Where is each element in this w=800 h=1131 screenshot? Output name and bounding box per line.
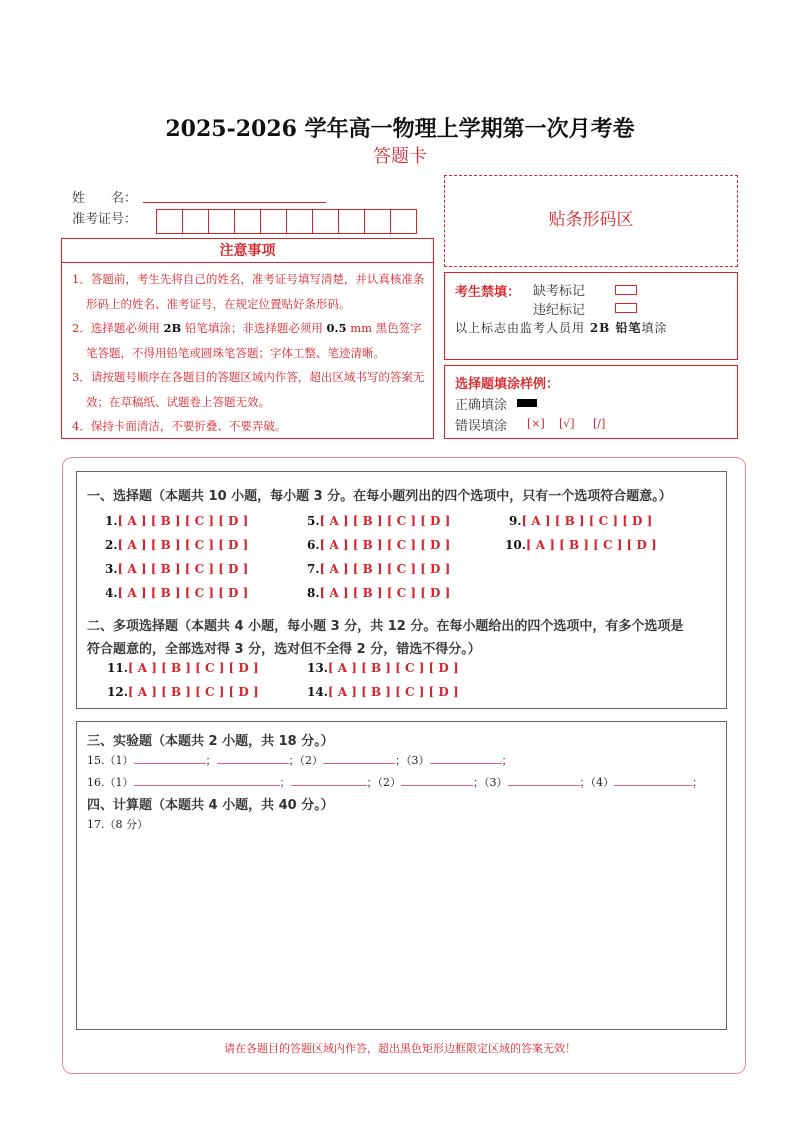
absent-label: 缺考标记 [533,284,586,299]
choice-question[interactable] [505,538,657,552]
answer-options[interactable]: [ A ] [ B ] [ C ] [ D ] [117,538,249,552]
page-subtitle: 答题卡 [373,146,427,167]
q16-3-blank[interactable] [508,775,580,786]
q15-3-blank[interactable] [430,753,502,764]
id-digit-box[interactable] [390,209,417,234]
question-number: 9. [509,514,522,528]
answer-options[interactable]: [ A ] [ B ] [ C ] [ D ] [319,514,451,528]
answer-options[interactable]: [ A ] [ B ] [ C ] [ D ] [319,538,451,552]
answer-options[interactable]: [ A ] [ B ] [ C ] [ D ] [127,685,259,699]
answer-options[interactable]: [ A ] [ B ] [ C ] [ D ] [327,661,459,675]
choice-question[interactable] [307,562,450,576]
q16-1a-blank[interactable] [134,775,280,786]
id-digit-box[interactable] [208,209,235,234]
section3-heading: 三、实验题（本题共 2 小题，共 18 分。） [87,734,334,749]
proctor-note: 以上标志由监考人员用 2B 铅笔填涂 [455,321,668,335]
proctor-box [444,272,738,360]
correct-fill-sample [517,399,537,407]
choice-question[interactable] [307,586,450,600]
choice-question[interactable] [107,661,259,675]
choice-question[interactable] [105,562,248,576]
q16-4-blank[interactable] [614,775,692,786]
choice-question[interactable] [307,661,459,675]
answer-options[interactable]: [ A ] [ B ] [ C ] [ D ] [327,685,459,699]
id-digit-box[interactable] [260,209,287,234]
choice-section-box [76,471,727,709]
q15-2-blank[interactable] [323,753,395,764]
question-number: 12. [107,685,128,699]
id-digit-box[interactable] [338,209,365,234]
sample-box [444,365,738,439]
choice-question[interactable] [307,514,450,528]
section2-heading-line2: 符合题意的，全部选对得 3 分，选对但不全得 2 分，错选不得分。） [87,642,481,657]
q17-label: 17.（8 分） [87,818,148,831]
section2-heading-line1: 二、多项选择题（本题共 4 小题，每小题 3 分，共 12 分。在每小题给出的四个选项中，有多个选项是 [87,619,684,634]
question-number: 6. [307,538,320,552]
choice-question[interactable] [105,514,248,528]
wrong-label: 错误填涂 [455,419,508,434]
q15-1b-blank[interactable] [217,753,289,764]
absent-mark-box[interactable] [615,285,637,295]
name-field[interactable] [143,202,326,203]
name-label: 姓 名： [72,191,138,206]
q16-2-blank[interactable] [401,775,473,786]
notice-item-1: 1．答题前，考生先将自己的姓名，准考证号填写清楚，并认真核准条形码上的姓名、准考证号，在规定位置贴好条形码。 [72,272,425,311]
id-digit-box[interactable] [156,209,183,234]
answer-options[interactable]: [ A ] [ B ] [ C ] [ D ] [525,538,657,552]
answer-options[interactable]: [ A ] [ B ] [ C ] [ D ] [127,661,259,675]
section1-heading: 一、选择题（本题共 10 小题，每小题 3 分。在每小题列出的四个选项中，只有一个选项符合题意。） [87,489,672,504]
choice-question[interactable] [107,685,259,699]
question-number: 7. [307,562,320,576]
id-digit-box[interactable] [234,209,261,234]
q17-answer-area[interactable] [87,837,717,1022]
id-number-boxes[interactable] [156,209,416,234]
notice-body [61,262,434,439]
answer-options[interactable]: [ A ] [ B ] [ C ] [ D ] [117,562,249,576]
footer-warning: 请在各题目的答题区域内作答，超出黑色矩形边框限定区域的答案无效！ [224,1042,576,1055]
choice-question[interactable] [307,538,450,552]
id-digit-box[interactable] [182,209,209,234]
correct-label: 正确填涂 [455,398,508,413]
id-label: 准考证号： [72,212,138,227]
choice-question[interactable] [105,538,248,552]
question-number: 13. [307,661,328,675]
question-number: 11. [107,661,128,675]
answer-options[interactable]: [ A ] [ B ] [ C ] [ D ] [319,562,451,576]
proctor-title: 考生禁填： [455,285,521,300]
question-number: 4. [105,586,118,600]
written-section-box [76,721,727,1030]
question-number: 14. [307,685,328,699]
q16-1b-blank[interactable] [291,775,367,786]
section4-heading: 四、计算题（本题共 4 小题，共 40 分。） [87,798,334,813]
q16-row: 16.（1） ； ；（2） ；（3） ；（4） ； [87,776,703,789]
notice-item-4: 4．保持卡面清洁，不要折叠、不要弄破。 [72,419,287,433]
wrong-mark-slash: [/] [593,417,606,430]
violation-label: 违纪标记 [533,303,586,318]
choice-question[interactable] [105,586,248,600]
choice-question[interactable] [307,685,459,699]
question-number: 8. [307,586,320,600]
notice-item-3: 3．请按题号顺序在各题目的答题区域内作答，超出区域书写的答案无效；在草稿纸、试题卷上答题无效。 [72,370,425,409]
answer-options[interactable]: [ A ] [ B ] [ C ] [ D ] [117,586,249,600]
question-number: 10. [505,538,526,552]
id-digit-box[interactable] [364,209,391,234]
q15-1a-blank[interactable] [134,753,206,764]
id-digit-box[interactable] [312,209,339,234]
wrong-mark-check: [√] [559,417,575,430]
question-number: 5. [307,514,320,528]
choice-question[interactable] [509,514,652,528]
violation-mark-box[interactable] [615,303,637,313]
notice-item-2: 2．选择题必须用 2B 铅笔填涂；非选择题必须用 0.5 mm 黑色签字笔答题，不得用铅笔或圆珠笔答题；字体工整、笔迹清晰。 [72,321,422,360]
q15-row: 15.（1） ； ；（2） ；（3） ； [87,754,513,767]
sample-title: 选择题填涂样例： [455,377,560,392]
wrong-mark-x: [×] [527,417,545,430]
answer-options[interactable]: [ A ] [ B ] [ C ] [ D ] [521,514,653,528]
notice-title: 注意事项 [61,238,434,263]
question-number: 2. [105,538,118,552]
id-digit-box[interactable] [286,209,313,234]
question-number: 1. [105,514,118,528]
answer-options[interactable]: [ A ] [ B ] [ C ] [ D ] [319,586,451,600]
page-title: 2025-2026 学年高一物理上学期第一次月考卷 [165,116,635,142]
barcode-area: 贴条形码区 [444,175,738,267]
question-number: 3. [105,562,118,576]
answer-options[interactable]: [ A ] [ B ] [ C ] [ D ] [117,514,249,528]
